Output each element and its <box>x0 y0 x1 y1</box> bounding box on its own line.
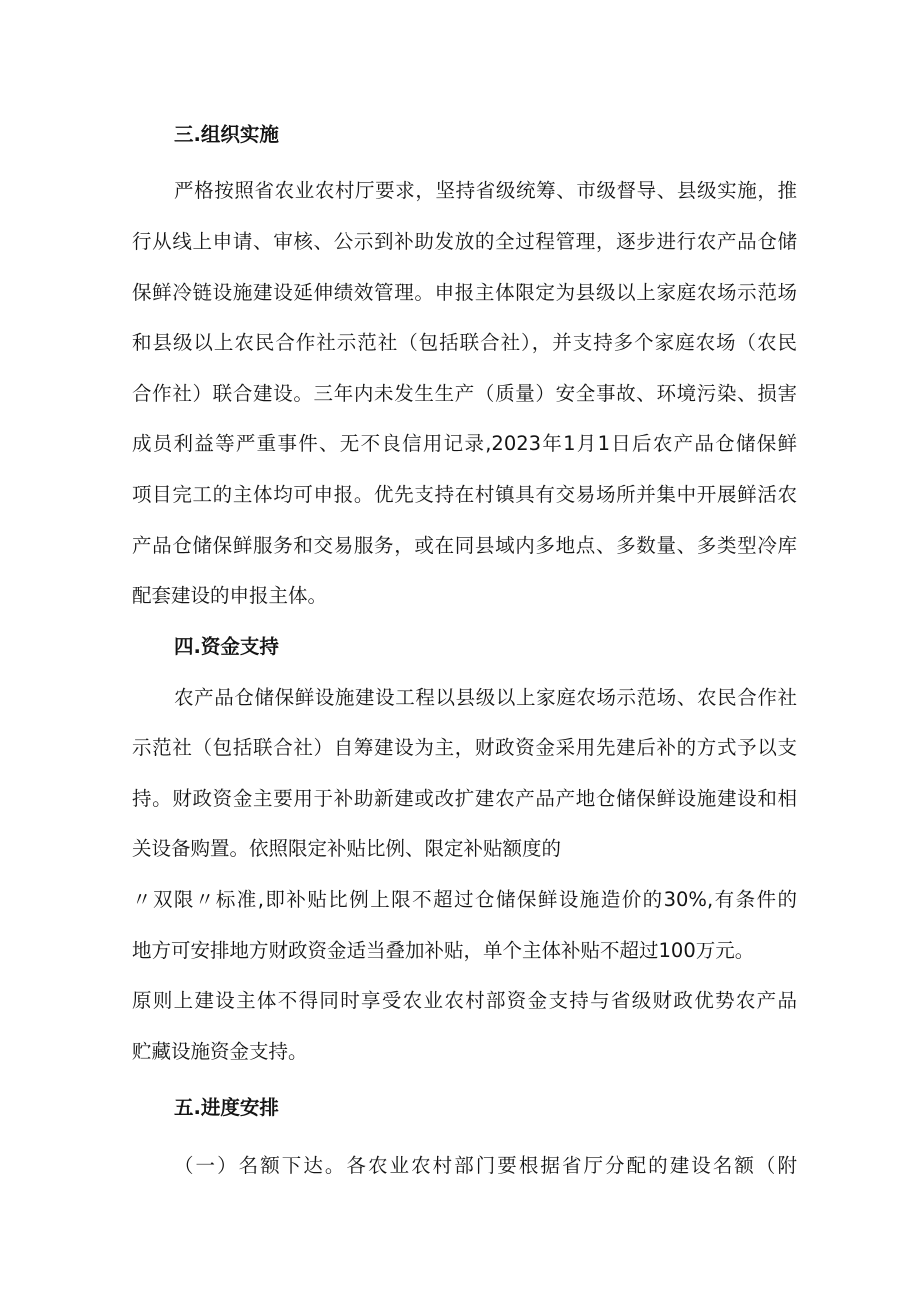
paragraph-line: 贮藏设施资金支持。 <box>132 1040 308 1063</box>
paragraph-line: 和县级以上农民合作社示范社（包括联合社），并支持多个家庭农场（农民 <box>132 331 797 354</box>
paragraph-line: 农产品仓储保鲜设施建设工程以县级以上家庭农场示范场、农民合作社 <box>174 686 797 709</box>
paragraph-line: 地方可安排地方财政资金适当叠加补贴，单个主体补贴不超过100万元。 <box>132 939 755 962</box>
paragraph-line: 保鲜冷链设施建设延伸绩效管理。申报主体限定为县级以上家庭农场示范场 <box>132 281 797 304</box>
section-heading-organization: 三.组织实施 <box>174 123 279 146</box>
paragraph-line: 项目完工的主体均可申报。优先支持在村镇具有交易场所并集中开展鲜活农 <box>132 483 797 506</box>
paragraph-line: 配套建设的申报主体。 <box>132 584 328 607</box>
paragraph-line: 成员利益等严重事件、无不良信用记录,2023年1月1日后农产品仓储保鲜 <box>132 432 797 455</box>
paragraph-line: 行从线上申请、审核、公示到补助发放的全过程管理，逐步进行农产品仓储 <box>132 230 797 253</box>
paragraph-line: 产品仓储保鲜服务和交易服务，或在同县域内多地点、多数量、多类型冷库 <box>132 534 797 557</box>
paragraph-line: 关设备购置。依照限定补贴比例、限定补贴额度的 <box>132 837 562 860</box>
paragraph-line: 〃双限〃标准,即补贴比例上限不超过仓储保鲜设施造价的30%,有条件的 <box>132 888 797 911</box>
paragraph-line: 持。财政资金主要用于补助新建或改扩建农产品产地仓储保鲜设施建设和相 <box>132 787 797 810</box>
paragraph-line: 严格按照省农业农村厅要求，坚持省级统筹、市级督导、县级实施，推 <box>174 179 797 202</box>
paragraph-line: （一）名额下达。各农业农村部门要根据省厅分配的建设名额（附 <box>174 1154 797 1177</box>
section-heading-funding: 四.资金支持 <box>174 635 279 658</box>
paragraph-line: 示范社（包括联合社）自筹建设为主，财政资金采用先建后补的方式予以支 <box>132 736 797 759</box>
paragraph-line: 原则上建设主体不得同时享受农业农村部资金支持与省级财政优势农产品 <box>132 989 797 1012</box>
section-heading-schedule: 五.进度安排 <box>174 1096 279 1119</box>
paragraph-line: 合作社）联合建设。三年内未发生生产（质量）安全事故、环境污染、损害 <box>132 382 797 405</box>
